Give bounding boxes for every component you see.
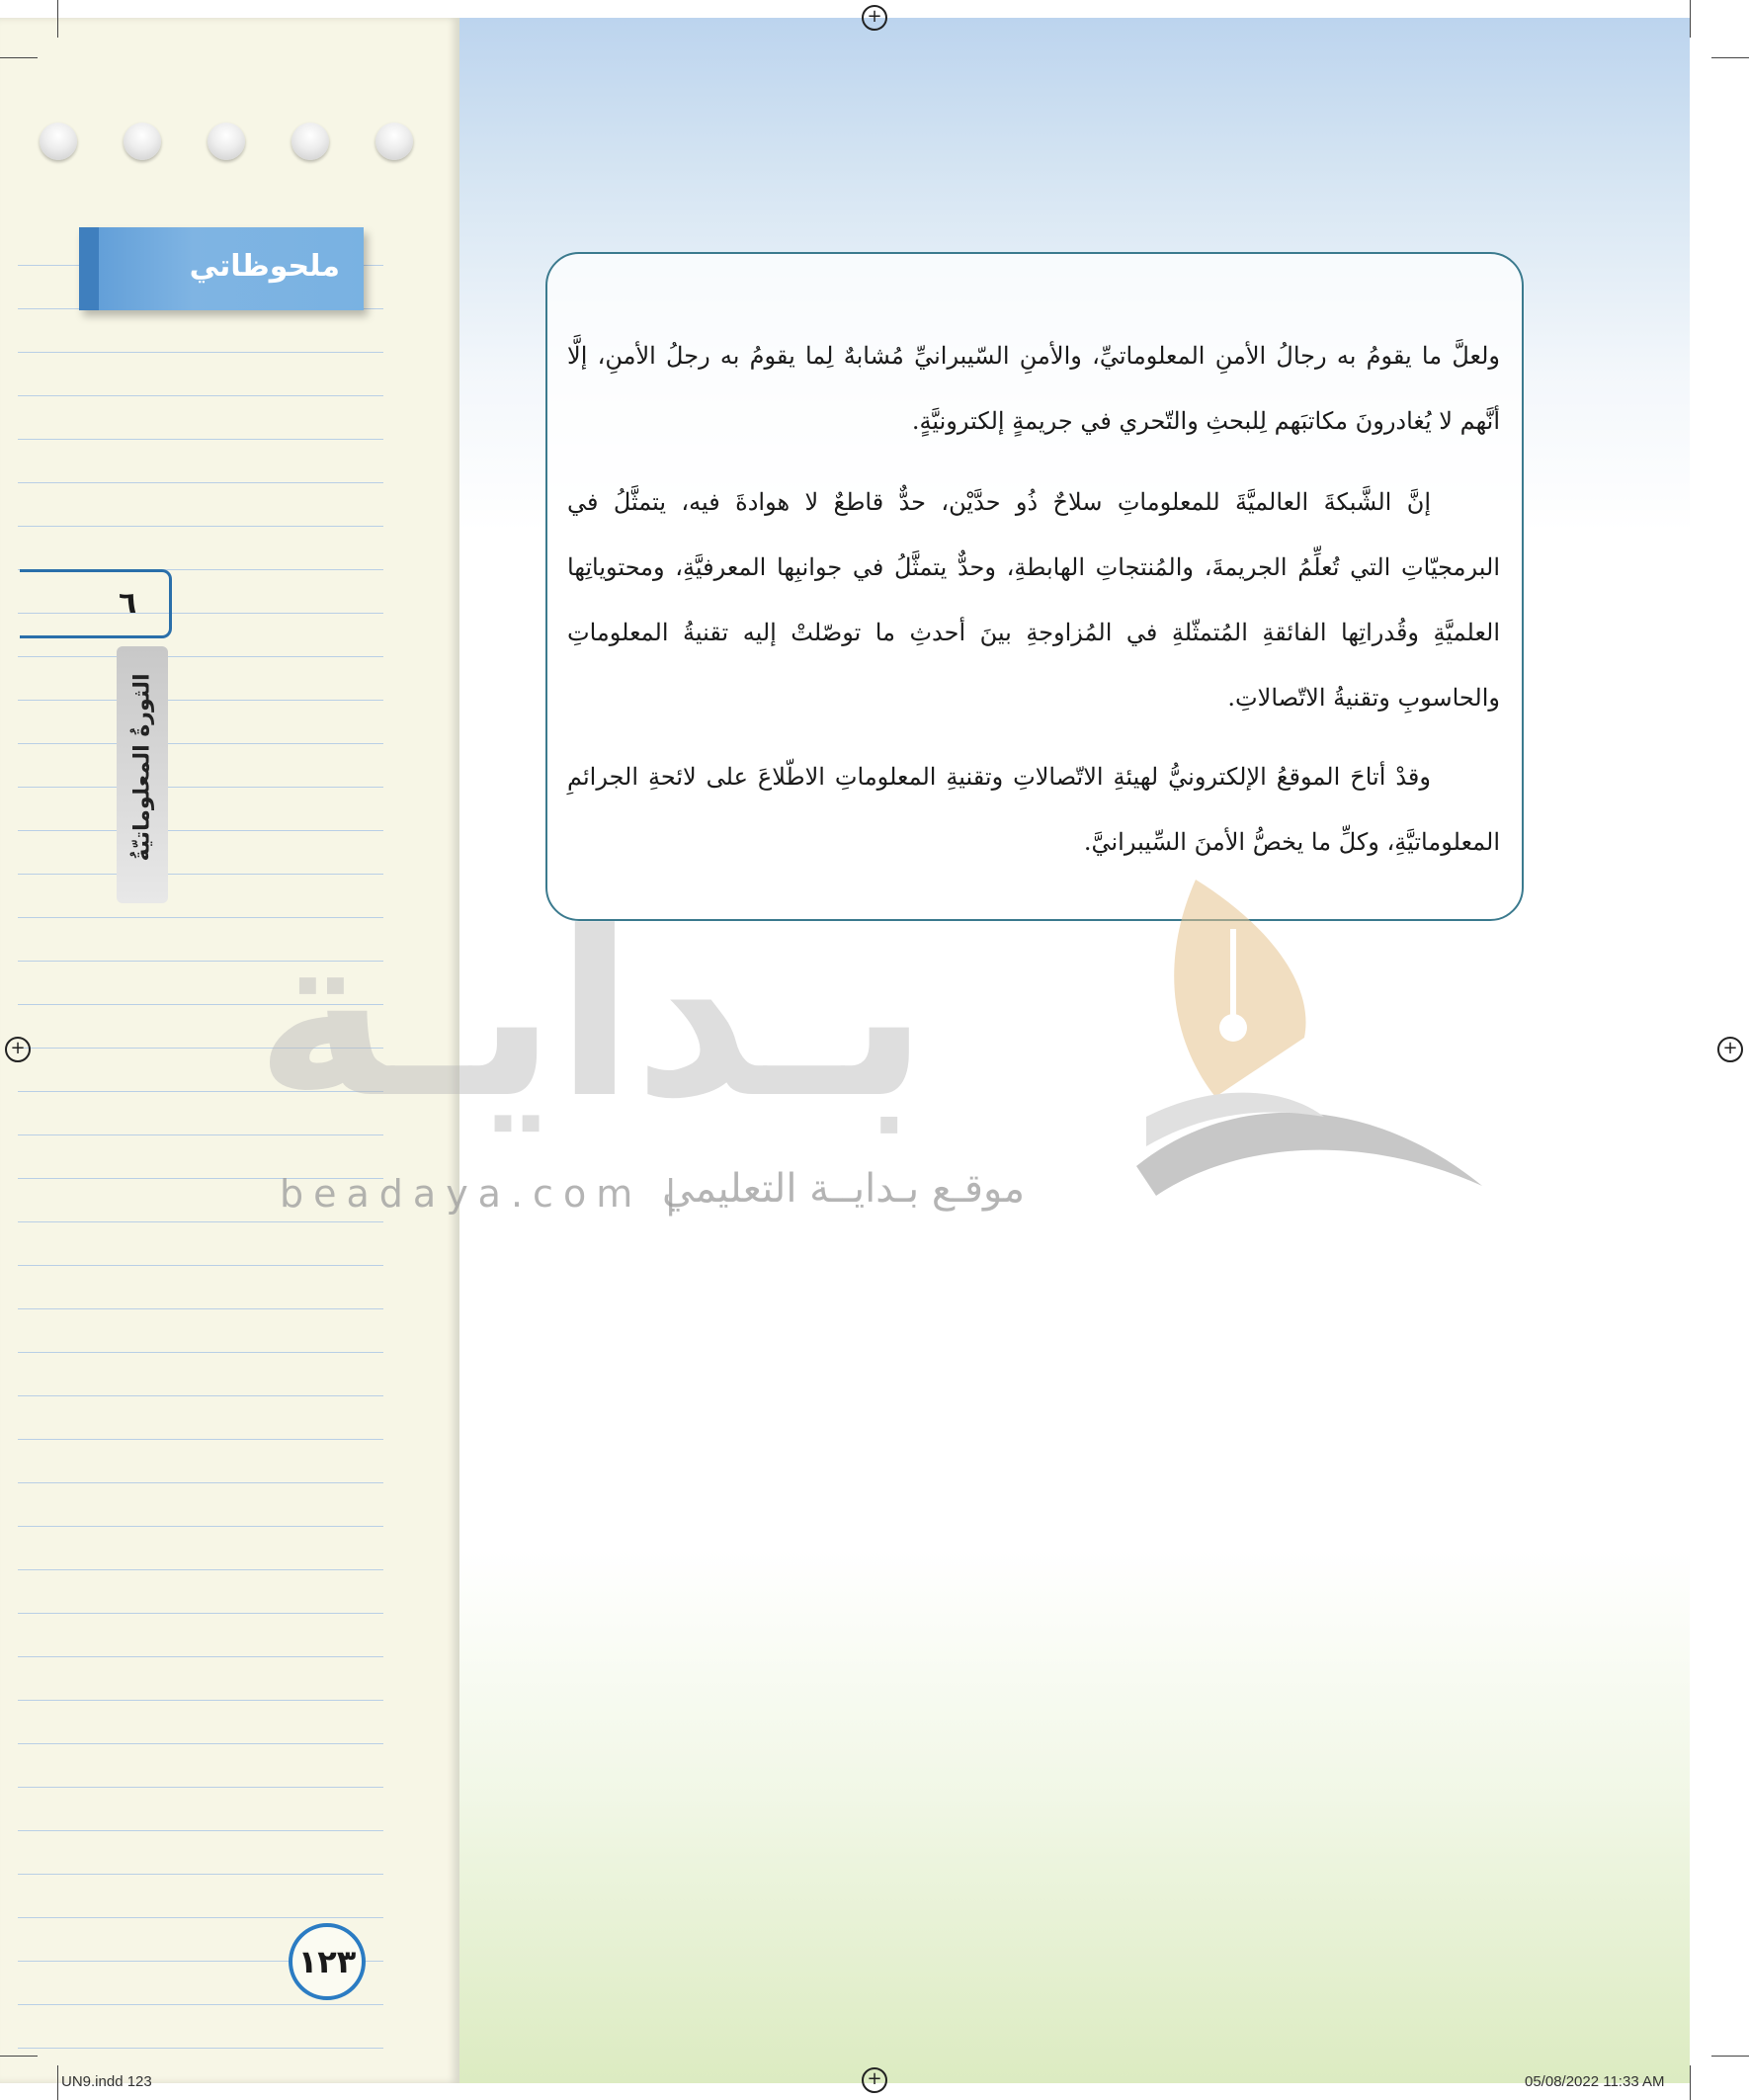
ruled-line [18, 656, 383, 657]
ruled-line [18, 482, 383, 483]
unit-title: الثورةُ المعلوماتيّةُ [129, 673, 155, 862]
paragraph-1: ولعلَّ ما يقومُ به رجالُ الأمنِ المعلوماتيِّ، والأمنِ السّيبرانيِّ مُشابهٌ لِما يقومُ به رجلُ الأمنِ، إلَّا أنَّهم لا يُغادرونَ مكاتبَهم لِلبحثِ والتّحري في جريمةٍ إلكترونيَّةٍ. [567, 342, 1500, 435]
crop-mark [0, 2056, 38, 2057]
binder-hole [208, 123, 245, 160]
ruled-line [18, 743, 383, 744]
paragraph-3: وقدْ أتاحَ الموقعُ الإلكترونيُّ لهيئةِ الاتّصالاتِ وتقنيةِ المعلوماتِ الاطّلاعَ على لائحةِ الجرائمِ المعلوماتيَّةِ، وكلِّ ما يخصُّ الأمنَ السِّيبرانيَّ. [567, 763, 1500, 856]
ruled-line [18, 1395, 383, 1396]
notes-tab [79, 227, 364, 310]
ruled-line [18, 1874, 383, 1875]
ruled-line [18, 1700, 383, 1701]
ruled-line [18, 1917, 383, 1918]
date-info: 05/08/2022 11:33 AM [1525, 2073, 1665, 2090]
crop-mark [1690, 2065, 1691, 2100]
ruled-line [18, 439, 383, 440]
watermark-url: beadaya.com | [280, 1172, 688, 1216]
ruled-line [18, 1265, 383, 1266]
unit-title-spine [117, 646, 168, 903]
ruled-line [18, 830, 383, 831]
crop-mark [57, 2065, 58, 2100]
tab-strip [79, 227, 99, 310]
binder-hole [375, 123, 413, 160]
ruled-line [18, 352, 383, 353]
paragraph-2: إنَّ الشَّبكةَ العالميَّةَ للمعلوماتِ سلاحٌ ذُو حدَّيْن، حدٌّ قاطعٌ لا هوادةَ فيه، يتمثَّلُ في البرمجيّاتِ التي تُعلِّمُ الجريمةَ، والمُنتجاتِ الهابطةِ، وحدٌّ يتمثَّلُ في جوانبِها المعرفيَّةِ، ومحتوياتِها العلميَّةِ وقُدراتِها الفائقةِ المُتمثّلةِ في المُزاوجةِ بينَ أحدثِ ما توصّلتْ إليه تقنيةُ المعلوماتِ والحاسوبِ وتقنيةُ الاتّصالاتِ. [567, 488, 1500, 712]
ruled-line [18, 1439, 383, 1440]
ruled-line [18, 2004, 383, 2005]
ruled-line [18, 1656, 383, 1657]
file-info: UN9.indd 123 [61, 2073, 152, 2090]
ruled-line [18, 526, 383, 527]
binder-holes [40, 123, 415, 166]
ruled-line [18, 1569, 383, 1570]
text-box [545, 252, 1524, 921]
registration-mark-icon: + [862, 2067, 887, 2093]
pen-nib-logo [1117, 870, 1492, 1206]
crop-mark [1690, 0, 1691, 38]
crop-mark [1711, 2056, 1749, 2057]
registration-mark-icon: + [862, 5, 887, 31]
ruled-line [18, 1526, 383, 1527]
ruled-line [18, 787, 383, 788]
registration-mark-icon: + [5, 1037, 31, 1062]
ruled-line [18, 1221, 383, 1222]
registration-mark-icon: + [1717, 1037, 1743, 1062]
unit-number-box [20, 569, 172, 638]
binder-hole [292, 123, 329, 160]
ruled-line [18, 1482, 383, 1483]
ruled-line [18, 1787, 383, 1788]
ruled-line [18, 1308, 383, 1309]
ruled-line [18, 395, 383, 396]
ruled-line [18, 700, 383, 701]
watermark-subtitle: موقـع بـدايــة التعليمي [662, 1166, 1026, 1212]
watermark-logo-text: بـدايـة [255, 884, 929, 1148]
crop-mark [1711, 57, 1749, 58]
ruled-line [18, 1743, 383, 1744]
notes-label: ملحوظاتي [189, 249, 340, 284]
binder-hole [40, 123, 77, 160]
ruled-line [18, 874, 383, 875]
crop-mark [57, 0, 58, 38]
ruled-line [18, 1613, 383, 1614]
page-number: ١٢٣ [289, 1923, 366, 2000]
ruled-line [18, 2048, 383, 2049]
unit-number: ٦ [119, 586, 137, 621]
ruled-line [18, 1352, 383, 1353]
crop-mark [0, 57, 38, 58]
binder-hole [124, 123, 161, 160]
ruled-line [18, 1830, 383, 1831]
